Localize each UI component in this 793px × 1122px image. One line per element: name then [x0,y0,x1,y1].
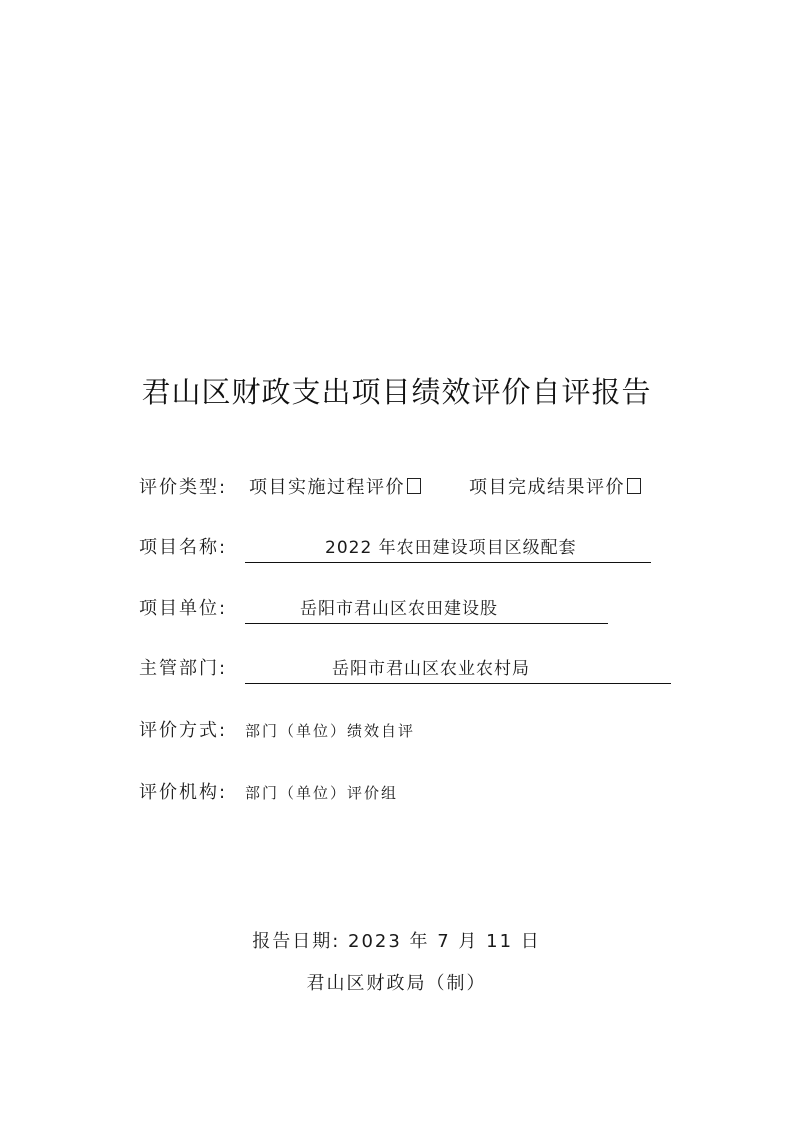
project-unit-label: 项目单位: [139,598,228,619]
project-name-label: 项目名称: [139,537,228,558]
eval-type-label: 评价类型: [139,477,228,498]
project-unit-value: 岳阳市君山区农田建设股 [300,599,498,619]
issuer: 君山区财政局（制） [306,973,487,994]
eval-type-option-result[interactable] [469,473,641,503]
eval-org-label: 评价机构: [139,782,228,803]
department-field [245,654,671,684]
project-name-field [245,533,651,563]
eval-method-label: 评价方式: [139,720,228,741]
report-title: 君山区财政支出项目绩效评价自评报告 [141,375,652,409]
eval-method-value: 部门（单位）绩效自评 [245,722,416,740]
checkbox-icon[interactable] [407,478,421,494]
report-date: 报告日期: 2023 年 7 月 11 日 [252,931,541,952]
department-value: 岳阳市君山区农业农村局 [332,659,530,679]
eval-org-value: 部门（单位）评价组 [245,784,399,802]
department-label: 主管部门: [139,658,228,679]
checkbox-icon[interactable] [627,478,641,494]
eval-type-option-process[interactable] [249,473,421,503]
eval-type-option-process-label: 项目实施过程评价 [249,477,405,498]
project-name-value: 2022 年农田建设项目区级配套 [325,538,577,558]
project-unit-field [245,594,608,624]
eval-type-option-result-label: 项目完成结果评价 [469,477,625,498]
